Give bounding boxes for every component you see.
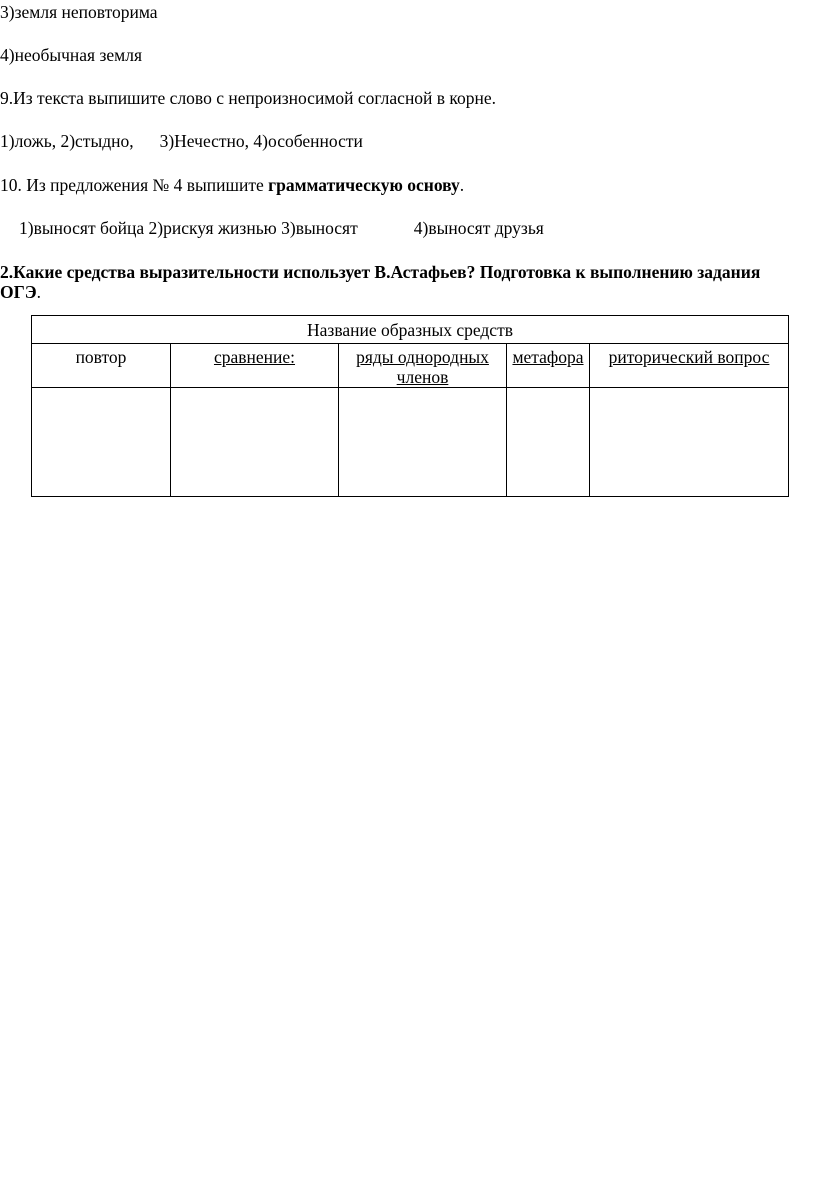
answer-cell-metaphor[interactable] — [507, 388, 590, 497]
task-2-oge: ОГЭ — [0, 282, 37, 302]
task-2-title-continued — [0, 282, 41, 302]
question-10-option-group-b: 4)выносят друзья — [413, 218, 544, 238]
question-9-option-group-b: 3)Нечестно, 4)особенности — [159, 131, 363, 151]
question-9-text: 9.Из текста выпишите слово с непроизносимой согласной в корне. — [0, 88, 497, 108]
answer-cell-rhetorical-question[interactable] — [590, 388, 789, 497]
question-10-options — [19, 218, 544, 238]
answer-cell-comparison[interactable] — [171, 388, 339, 497]
question-9-options — [0, 131, 363, 151]
question-10-prefix: 10. Из предложения № 4 выпишите — [0, 175, 269, 195]
column-rhetorical-question-label: риторический вопрос — [608, 347, 770, 367]
column-metaphor — [507, 344, 590, 388]
column-homogeneous-members — [339, 344, 507, 388]
table-answer-row — [32, 388, 789, 497]
column-homogeneous-members-label: ряды однородных членов — [356, 347, 489, 387]
question-10-bold-term: грамматическую основу — [268, 175, 460, 195]
task-2-title-period: . — [36, 282, 41, 302]
column-rhetorical-question — [590, 344, 789, 388]
answer-cell-repetition[interactable] — [32, 388, 171, 497]
table-header-row — [32, 316, 789, 344]
column-comparison — [171, 344, 339, 388]
column-metaphor-label: метафора — [512, 347, 584, 367]
column-repetition-label: повтор — [75, 347, 127, 367]
table-columns-row — [32, 344, 789, 388]
column-repetition — [32, 344, 171, 388]
table-header: Название образных средств — [32, 316, 789, 344]
answer-option-3: 3)земля неповторима — [0, 2, 158, 22]
expressive-means-table — [31, 315, 789, 497]
question-9-option-group-a: 1)ложь, 2)стыдно, — [0, 131, 134, 151]
answer-option-4: 4)необычная земля — [0, 45, 143, 65]
question-10-text — [0, 175, 464, 195]
question-10-suffix: . — [459, 175, 465, 195]
task-2-title: 2.Какие средства выразительности использует В.Астафьев? Подготовка к выполнению задания — [0, 262, 761, 282]
question-10-option-group-a: 1)выносят бойца 2)рискуя жизнью 3)выносят — [19, 218, 358, 238]
column-comparison-label: сравнение: — [213, 347, 296, 367]
answer-cell-homogeneous-members[interactable] — [339, 388, 507, 497]
